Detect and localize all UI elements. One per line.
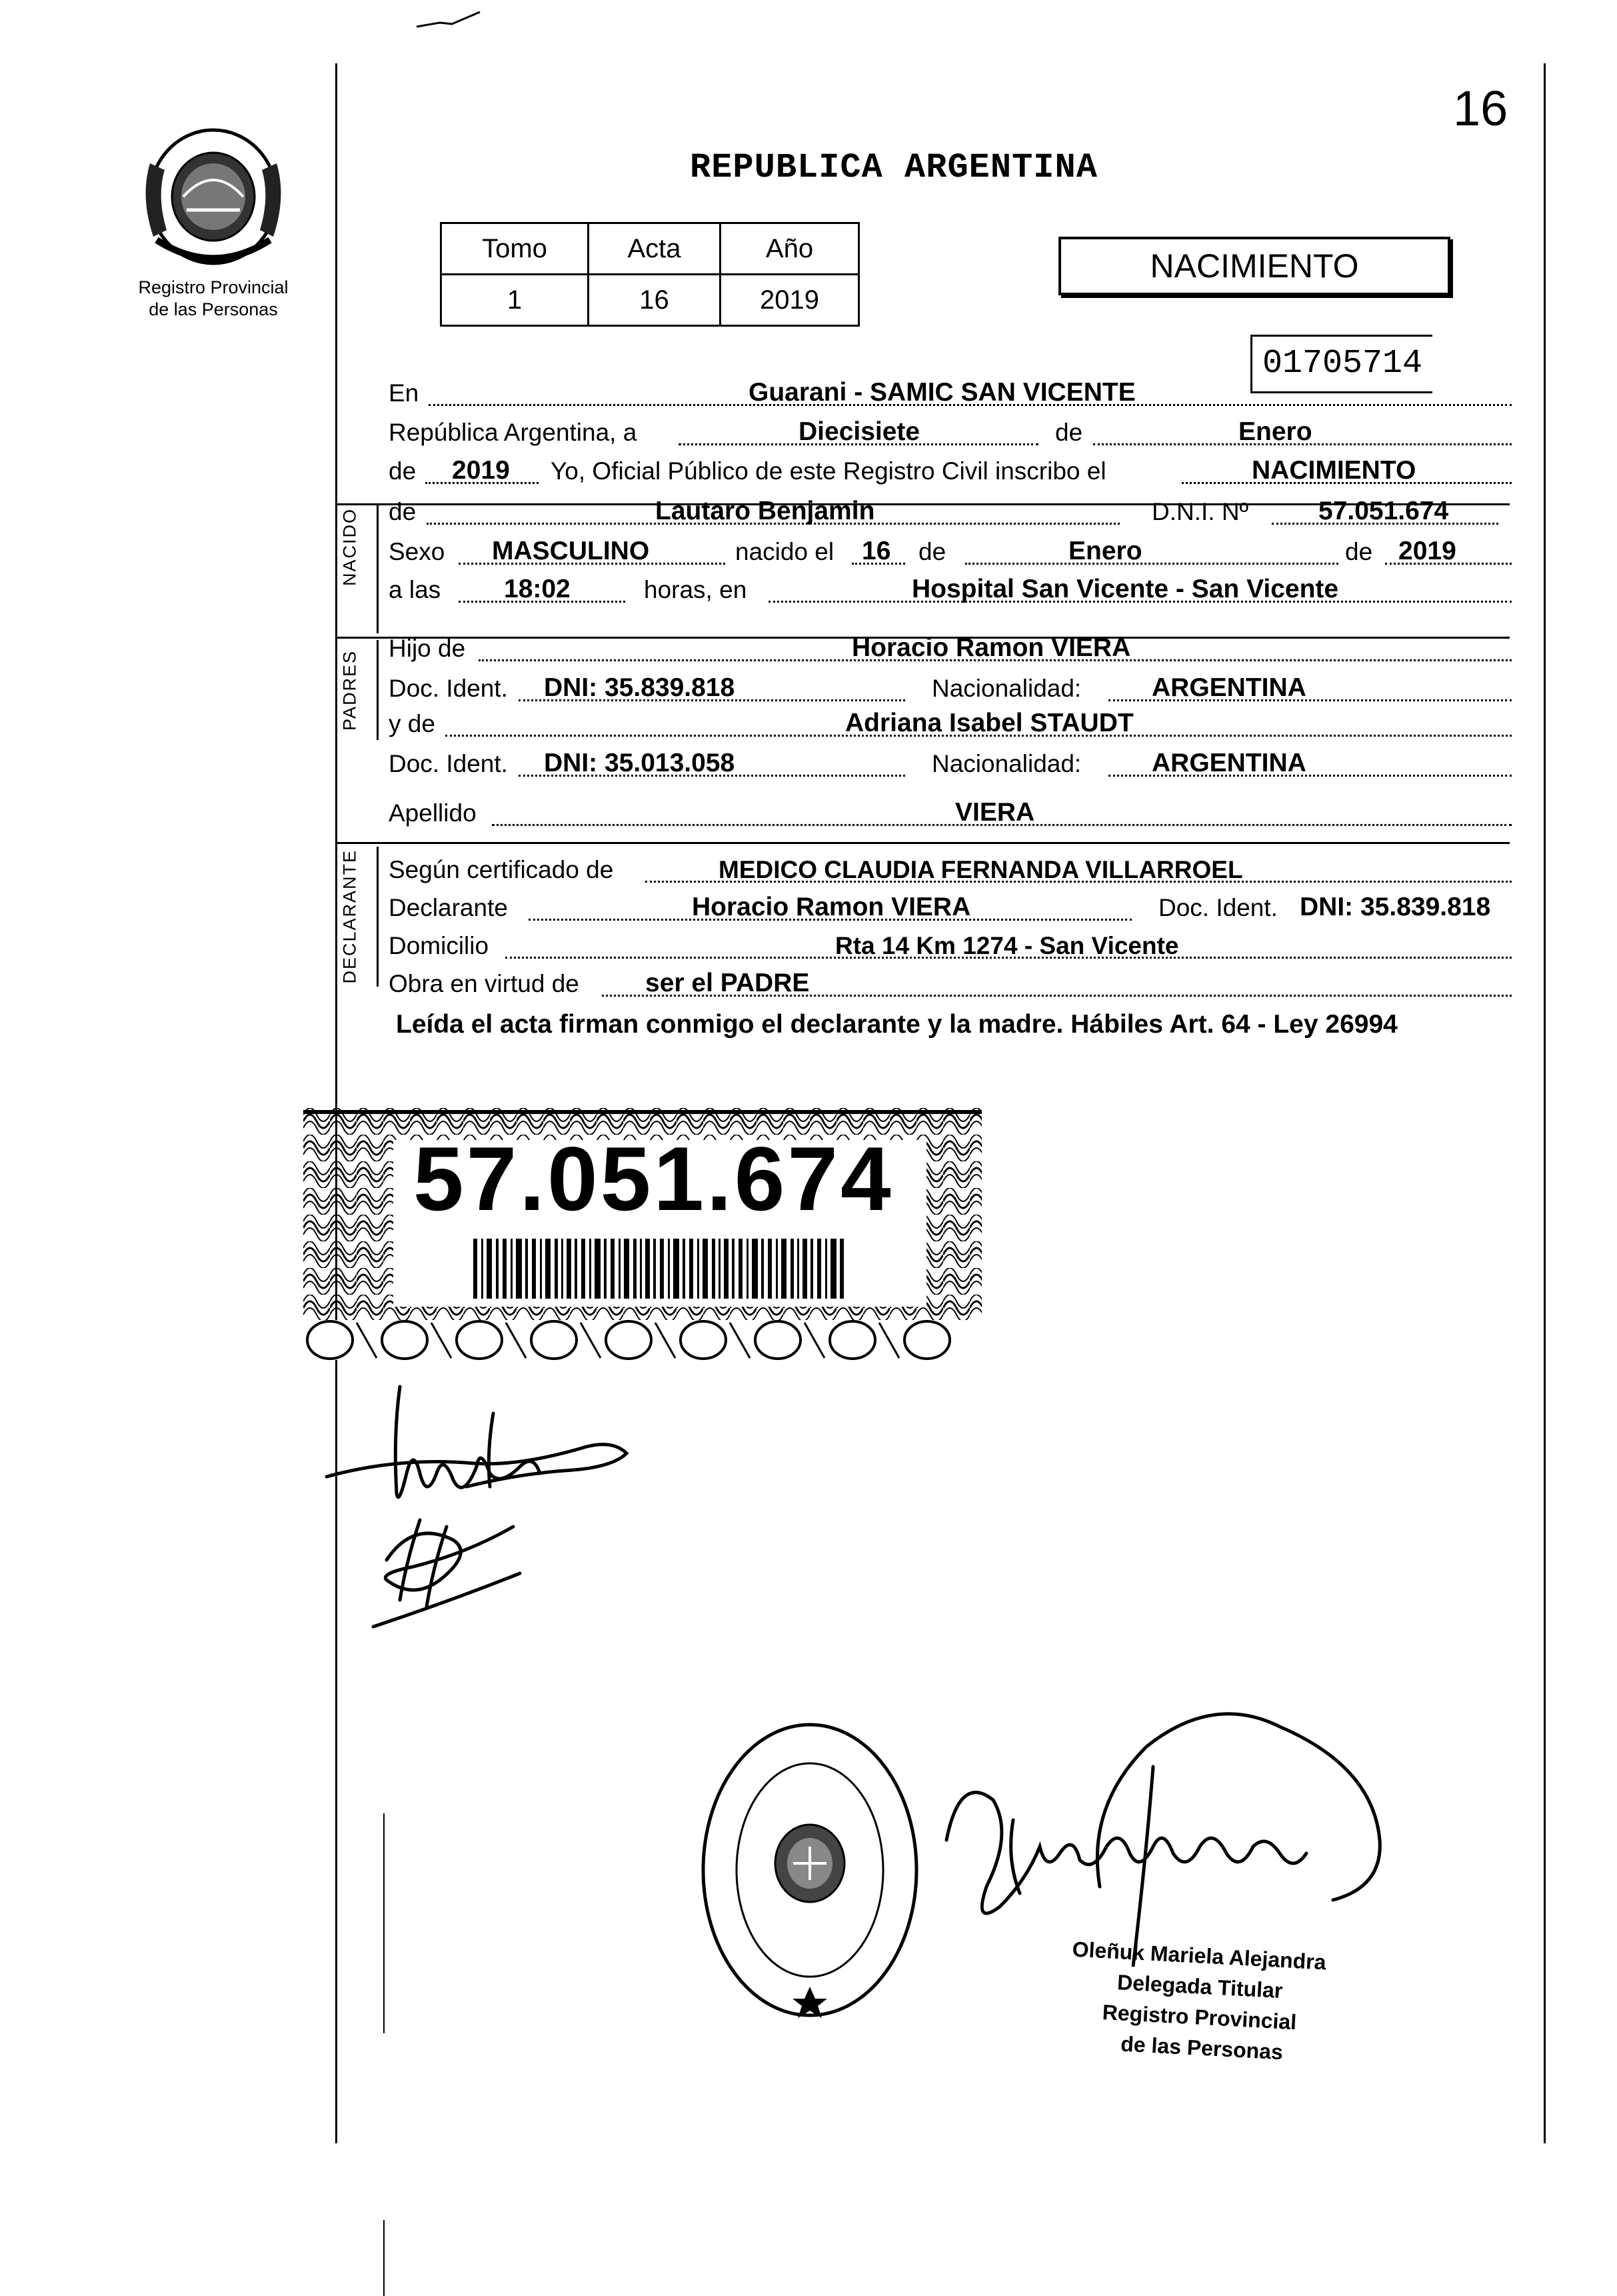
official-title: Delegada Titular xyxy=(1116,1970,1284,2003)
row-year xyxy=(385,449,1512,488)
value-year: 2019 xyxy=(452,456,510,485)
reference-table-header xyxy=(441,223,859,275)
tomo-value: 1 xyxy=(441,275,589,326)
value-day-text: Diecisiete xyxy=(799,417,920,446)
label-de-child: de xyxy=(389,498,417,525)
acta-number: 01705714 xyxy=(1250,335,1432,393)
value-declarant: Horacio Ramon VIERA xyxy=(692,893,971,921)
official-name-block xyxy=(1060,1933,1399,2073)
official-signature xyxy=(933,1687,1400,1967)
dni-strip-number: 57.051.674 xyxy=(413,1128,894,1229)
value-birth-year: 2019 xyxy=(1398,537,1456,565)
label-doc-ident-father: Doc. Ident. xyxy=(389,675,508,702)
row-capacity xyxy=(385,962,1512,1001)
acta-value: 16 xyxy=(589,275,721,326)
label-y-de: y de xyxy=(389,710,435,737)
row-certificate xyxy=(385,848,1512,887)
label-doc-ident-mother: Doc. Ident. xyxy=(389,750,508,777)
ano-value: 2019 xyxy=(721,275,859,326)
label-yo: Yo, Oficial Público de este Registro Civil inscribo el xyxy=(551,457,1106,485)
label-en: En xyxy=(389,379,419,407)
row-declarant xyxy=(385,886,1512,925)
row-mother-doc xyxy=(385,742,1512,781)
separator-apellido xyxy=(337,842,1510,844)
label-segun: Según certificado de xyxy=(389,856,614,883)
value-mother-doc: DNI: 35.013.058 xyxy=(544,749,735,777)
official-office-line2: de las Personas xyxy=(1120,2031,1284,2065)
left-margin-line xyxy=(335,63,337,2143)
scan-mark xyxy=(413,7,487,33)
republic-title: REPUBLICA ARGENTINA xyxy=(690,148,1098,187)
label-nacionalidad-mother: Nacionalidad: xyxy=(932,750,1082,777)
label-de-year: de xyxy=(389,457,417,485)
tomo-header: Tomo xyxy=(441,223,589,275)
official-name: Oleñuk Mariela Alejandra xyxy=(1071,1937,1327,1975)
label-a-las: a las xyxy=(389,576,441,603)
value-capacity: ser el PADRE xyxy=(645,969,810,997)
scan-line-bottom xyxy=(383,2220,385,2296)
value-child-name: Lautaro Benjamin xyxy=(655,497,875,525)
label-domicilio: Domicilio xyxy=(389,932,489,959)
label-republica: República Argentina, a xyxy=(389,419,637,446)
section-label-padres: PADRES xyxy=(339,649,360,731)
row-father-doc xyxy=(385,667,1512,705)
label-de-birth-year: de xyxy=(1345,538,1373,565)
value-sex: MASCULINO xyxy=(492,537,650,565)
value-certificate: MEDICO CLAUDIA FERNANDA VILLARROEL xyxy=(719,856,1243,883)
delegation-stamp xyxy=(693,1713,926,2027)
seal-label xyxy=(113,277,313,321)
value-birth-place: Hospital San Vicente - San Vicente xyxy=(912,575,1339,603)
value-father-doc: DNI: 35.839.818 xyxy=(544,673,735,702)
value-surname: VIERA xyxy=(955,798,1035,827)
value-registered: NACIMIENTO xyxy=(1252,456,1416,485)
label-obra: Obra en virtud de xyxy=(389,970,579,997)
ano-header: Año xyxy=(721,223,859,275)
label-horas-en: horas, en xyxy=(644,576,747,603)
value-declarant-doc: DNI: 35.839.818 xyxy=(1300,893,1491,921)
section-label-nacido: NACIDO xyxy=(339,508,360,587)
seal-label-line1: Registro Provincial xyxy=(138,277,289,297)
page-number: 16 xyxy=(1453,81,1508,136)
value-birth-time: 18:02 xyxy=(504,575,571,603)
declarant-signature xyxy=(320,1373,667,1640)
value-father-name: Horacio Ramon VIERA xyxy=(852,633,1131,662)
value-mother-nationality: ARGENTINA xyxy=(1152,749,1306,777)
official-office-line1: Registro Provincial xyxy=(1101,2000,1298,2035)
record-type-box: NACIMIENTO xyxy=(1058,237,1450,295)
value-place: Guarani - SAMIC SAN VICENTE xyxy=(749,378,1136,407)
row-child-name xyxy=(385,490,1512,529)
row-surname xyxy=(385,791,1512,830)
label-nacionalidad-father: Nacionalidad: xyxy=(932,675,1082,702)
value-mother-name: Adriana Isabel STAUDT xyxy=(845,709,1134,737)
row-sex xyxy=(385,530,1512,569)
section-divider-nacido xyxy=(377,503,379,633)
row-mother xyxy=(385,702,1512,741)
value-child-dni: 57.051.674 xyxy=(1318,497,1449,525)
acta-header: Acta xyxy=(589,223,721,275)
reference-table-values xyxy=(441,275,859,326)
label-apellido: Apellido xyxy=(389,799,477,827)
right-margin-line xyxy=(1544,63,1546,2143)
value-father-nationality: ARGENTINA xyxy=(1152,673,1306,702)
value-birth-day: 16 xyxy=(862,537,891,565)
row-father xyxy=(385,627,1512,665)
barcode-icon xyxy=(473,1239,846,1299)
row-address xyxy=(385,924,1512,963)
label-sexo: Sexo xyxy=(389,538,445,565)
label-nacido-el: nacido el xyxy=(735,538,834,565)
row-birth-time xyxy=(385,568,1512,607)
label-hijo-de: Hijo de xyxy=(389,635,466,662)
row-place xyxy=(385,371,1512,410)
value-birth-month: Enero xyxy=(1068,537,1142,565)
label-doc-ident-declarant: Doc. Ident. xyxy=(1158,894,1278,921)
scan-line-lower xyxy=(383,1813,385,2033)
province-seal-icon xyxy=(137,123,290,273)
value-month: Enero xyxy=(1238,417,1312,446)
label-de-birth-month: de xyxy=(918,538,946,565)
legal-note: Leída el acta firman conmigo el declarante y la madre. Hábiles Art. 64 - Ley 26994 xyxy=(396,1010,1398,1039)
value-address: Rta 14 Km 1274 - San Vicente xyxy=(835,932,1179,959)
label-dni-no: D.N.I. Nº xyxy=(1152,498,1249,525)
dots-birth-month xyxy=(965,563,1338,565)
section-divider-padres xyxy=(377,640,379,740)
row-date xyxy=(385,411,1512,449)
label-de-month: de xyxy=(1055,419,1083,446)
seal-label-line2: de las Personas xyxy=(149,299,278,319)
section-divider-declarante xyxy=(377,847,379,987)
reference-table xyxy=(440,222,860,327)
label-declarante: Declarante xyxy=(389,894,508,921)
section-label-declarante: DECLARANTE xyxy=(339,849,360,984)
